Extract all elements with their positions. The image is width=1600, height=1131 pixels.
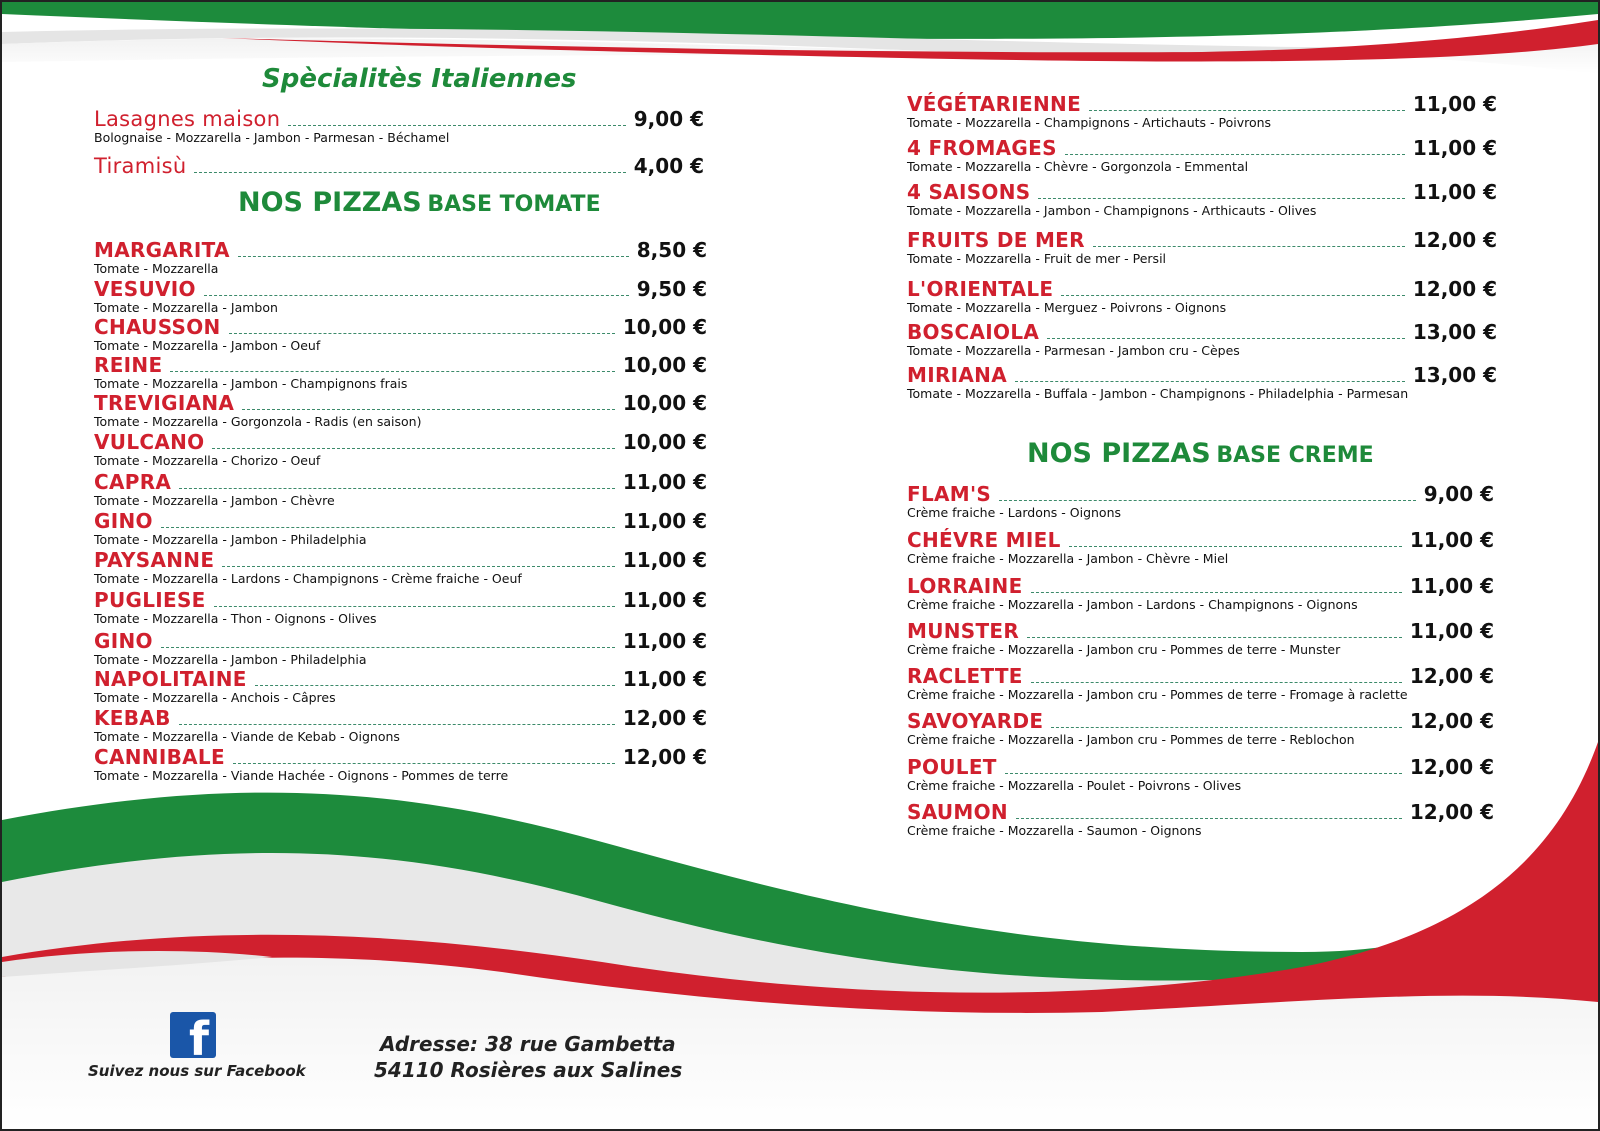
pizza-price: 11,00 € bbox=[622, 667, 707, 691]
menu-item bbox=[907, 574, 1494, 612]
pizza-price: 12,00 € bbox=[1412, 277, 1497, 301]
pizza-price: 11,00 € bbox=[622, 509, 707, 533]
address-line-1: Adresse: 38 rue Gambetta bbox=[380, 1032, 676, 1056]
pizza-name: NAPOLITAINE bbox=[94, 667, 247, 691]
dot-leader bbox=[242, 408, 615, 410]
menu-item bbox=[94, 588, 707, 626]
menu-item bbox=[907, 136, 1497, 174]
dot-leader bbox=[214, 605, 615, 607]
menu-item bbox=[907, 709, 1494, 747]
pizza-name: PUGLIESE bbox=[94, 588, 206, 612]
pizza-ingredients: Crème fraiche - Mozzarella - Poulet - Poivrons - Olives bbox=[907, 778, 1242, 793]
dot-leader bbox=[1089, 109, 1405, 111]
pizza-ingredients: Crème fraiche - Mozzarella - Jambon - Chèvre - Miel bbox=[907, 551, 1229, 566]
section-title-main: NOS PIZZAS bbox=[238, 187, 422, 218]
creme-section-title bbox=[1027, 438, 1374, 469]
item-description: Bolognaise - Mozzarella - Jambon - Parmesan - Béchamel bbox=[94, 130, 450, 145]
specialites-title: Spècialitès Italiennes bbox=[262, 64, 577, 94]
pizza-name: MUNSTER bbox=[907, 619, 1020, 643]
menu-item bbox=[907, 363, 1497, 401]
menu-item bbox=[94, 391, 707, 429]
dot-leader bbox=[179, 487, 615, 489]
pizza-name: POULET bbox=[907, 755, 997, 779]
pizza-name: GINO bbox=[94, 509, 153, 533]
dot-leader bbox=[170, 370, 614, 372]
pizza-price: 11,00 € bbox=[622, 470, 707, 494]
pizza-name: GINO bbox=[94, 629, 153, 653]
menu-item bbox=[907, 755, 1494, 793]
pizza-price: 9,00 € bbox=[1423, 482, 1494, 506]
pizza-name: VÉGÉTARIENNE bbox=[907, 92, 1082, 116]
dot-leader bbox=[229, 332, 615, 334]
menu-item bbox=[94, 548, 707, 586]
dot-leader bbox=[255, 684, 615, 686]
menu-item bbox=[94, 353, 707, 391]
dot-leader bbox=[1069, 545, 1402, 547]
pizza-price: 11,00 € bbox=[1412, 136, 1497, 160]
dot-leader bbox=[161, 646, 615, 648]
menu-item bbox=[907, 482, 1494, 520]
pizza-name: LORRAINE bbox=[907, 574, 1023, 598]
pizza-name: MIRIANA bbox=[907, 363, 1007, 387]
menu-item bbox=[94, 277, 707, 315]
facebook-icon[interactable]: f bbox=[170, 1012, 216, 1058]
section-title-main: NOS PIZZAS bbox=[1027, 438, 1211, 469]
pizza-ingredients: Tomate - Mozzarella - Champignons - Artichauts - Poivrons bbox=[907, 115, 1272, 130]
dot-leader bbox=[1031, 681, 1402, 683]
pizza-name: L'ORIENTALE bbox=[907, 277, 1054, 301]
pizza-name: VESUVIO bbox=[94, 277, 196, 301]
item-name: Tiramisù bbox=[94, 154, 187, 178]
item-price: 9,00 € bbox=[633, 107, 704, 131]
dot-leader bbox=[1065, 153, 1405, 155]
dot-leader bbox=[194, 171, 625, 173]
pizza-price: 11,00 € bbox=[1412, 180, 1497, 204]
menu-item bbox=[94, 315, 707, 353]
item-price: 4,00 € bbox=[633, 154, 704, 178]
pizza-name: FRUITS DE MER bbox=[907, 228, 1085, 252]
menu-item bbox=[94, 470, 707, 508]
pizza-name: CAPRA bbox=[94, 470, 172, 494]
dot-leader bbox=[1061, 294, 1404, 296]
dot-leader bbox=[161, 526, 615, 528]
pizza-name: CANNIBALE bbox=[94, 745, 225, 769]
menu-item bbox=[907, 180, 1497, 218]
pizza-price: 13,00 € bbox=[1412, 320, 1497, 344]
menu-item bbox=[94, 745, 707, 783]
dot-leader bbox=[1016, 817, 1402, 819]
pizza-price: 12,00 € bbox=[622, 745, 707, 769]
pizza-price: 11,00 € bbox=[1409, 619, 1494, 643]
pizza-ingredients: Crème fraiche - Mozzarella - Saumon - Oignons bbox=[907, 823, 1202, 838]
pizza-name: SAVOYARDE bbox=[907, 709, 1044, 733]
dot-leader bbox=[1027, 636, 1402, 638]
pizza-name: RACLETTE bbox=[907, 664, 1023, 688]
pizza-name: BOSCAIOLA bbox=[907, 320, 1040, 344]
pizza-name: REINE bbox=[94, 353, 163, 377]
dot-leader bbox=[288, 124, 625, 126]
pizza-ingredients: Tomate - Mozzarella - Lardons - Champignons - Crème fraiche - Oeuf bbox=[94, 571, 522, 586]
address-line-2: 54110 Rosières aux Salines bbox=[374, 1058, 683, 1082]
pizza-ingredients: Tomate - Mozzarella - Buffala - Jambon - Champignons - Philadelphia - Parmesan bbox=[907, 386, 1409, 401]
menu-item bbox=[94, 667, 707, 705]
pizza-name: 4 SAISONS bbox=[907, 180, 1031, 204]
pizza-ingredients: Tomate - Mozzarella - Thon - Oignons - Olives bbox=[94, 611, 377, 626]
pizza-price: 11,00 € bbox=[1409, 528, 1494, 552]
pizza-ingredients: Tomate - Mozzarella - Viande Hachée - Oignons - Pommes de terre bbox=[94, 768, 509, 783]
menu-item bbox=[94, 509, 707, 547]
menu-item bbox=[94, 629, 707, 667]
pizza-price: 10,00 € bbox=[622, 315, 707, 339]
pizza-ingredients: Tomate - Mozzarella - Viande de Kebab - Oignons bbox=[94, 729, 400, 744]
pizza-price: 13,00 € bbox=[1412, 363, 1497, 387]
pizza-price: 11,00 € bbox=[1412, 92, 1497, 116]
pizza-ingredients: Tomate - Mozzarella - Jambon - Champignons frais bbox=[94, 376, 408, 391]
pizza-name: CHAUSSON bbox=[94, 315, 221, 339]
pizza-name: SAUMON bbox=[907, 800, 1008, 824]
pizza-ingredients: Tomate - Mozzarella - Chèvre - Gorgonzola - Emmental bbox=[907, 159, 1249, 174]
pizza-price: 11,00 € bbox=[622, 629, 707, 653]
pizza-name: TREVIGIANA bbox=[94, 391, 235, 415]
pizza-ingredients: Tomate - Mozzarella - Jambon - Champignons - Arthicauts - Olives bbox=[907, 203, 1317, 218]
pizza-price: 12,00 € bbox=[1409, 800, 1494, 824]
dot-leader bbox=[238, 255, 629, 257]
item-name: Lasagnes maison bbox=[94, 107, 281, 131]
pizza-ingredients: Tomate - Mozzarella - Anchois - Câpres bbox=[94, 690, 336, 705]
dot-leader bbox=[1047, 337, 1405, 339]
menu-item bbox=[94, 238, 707, 276]
menu-item bbox=[907, 528, 1494, 566]
pizza-ingredients: Tomate - Mozzarella bbox=[94, 261, 219, 276]
pizza-name: MARGARITA bbox=[94, 238, 230, 262]
pizza-ingredients: Tomate - Mozzarella - Jambon - Chèvre bbox=[94, 493, 335, 508]
pizza-ingredients: Tomate - Mozzarella - Jambon - Philadelphia bbox=[94, 532, 367, 547]
pizza-price: 12,00 € bbox=[622, 706, 707, 730]
menu-item bbox=[907, 277, 1497, 315]
pizza-ingredients: Tomate - Mozzarella - Jambon - Oeuf bbox=[94, 338, 321, 353]
dot-leader bbox=[204, 294, 629, 296]
pizza-price: 10,00 € bbox=[622, 430, 707, 454]
pizza-price: 12,00 € bbox=[1412, 228, 1497, 252]
menu-item bbox=[907, 92, 1497, 130]
pizza-price: 10,00 € bbox=[622, 391, 707, 415]
dot-leader bbox=[999, 499, 1416, 501]
pizza-ingredients: Tomate - Mozzarella - Parmesan - Jambon cru - Cèpes bbox=[907, 343, 1240, 358]
menu-item bbox=[907, 619, 1494, 657]
pizza-price: 10,00 € bbox=[622, 353, 707, 377]
pizza-price: 11,00 € bbox=[622, 588, 707, 612]
pizza-price: 12,00 € bbox=[1409, 664, 1494, 688]
pizza-name: FLAM'S bbox=[907, 482, 992, 506]
menu-item bbox=[94, 706, 707, 744]
dot-leader bbox=[222, 565, 615, 567]
section-title-sub: BASE CREME bbox=[1216, 443, 1374, 468]
menu-item bbox=[94, 430, 707, 468]
pizza-ingredients: Crème fraiche - Lardons - Oignons bbox=[907, 505, 1122, 520]
menu-item bbox=[94, 154, 704, 178]
pizza-name: KEBAB bbox=[94, 706, 171, 730]
section-title-sub: BASE TOMATE bbox=[427, 192, 601, 217]
pizza-ingredients: Crème fraiche - Mozzarella - Jambon - Lardons - Champignons - Oignons bbox=[907, 597, 1358, 612]
facebook-follow-text[interactable]: Suivez nous sur Facebook bbox=[88, 1062, 306, 1080]
pizza-price: 11,00 € bbox=[1409, 574, 1494, 598]
pizza-price: 12,00 € bbox=[1409, 755, 1494, 779]
pizza-name: 4 FROMAGES bbox=[907, 136, 1057, 160]
dot-leader bbox=[179, 723, 615, 725]
dot-leader bbox=[212, 447, 614, 449]
dot-leader bbox=[1015, 380, 1405, 382]
menu-item bbox=[907, 664, 1494, 702]
menu-item bbox=[907, 320, 1497, 358]
pizza-price: 9,50 € bbox=[636, 277, 707, 301]
pizza-ingredients: Crème fraiche - Mozzarella - Jambon cru - Pommes de terre - Reblochon bbox=[907, 732, 1355, 747]
pizza-name: PAYSANNE bbox=[94, 548, 215, 572]
dot-leader bbox=[1038, 197, 1404, 199]
tomate-section-title bbox=[238, 187, 601, 218]
pizza-ingredients: Crème fraiche - Mozzarella - Jambon cru - Pommes de terre - Munster bbox=[907, 642, 1341, 657]
menu-item bbox=[907, 800, 1494, 838]
pizza-ingredients: Tomate - Mozzarella - Gorgonzola - Radis (en saison) bbox=[94, 414, 422, 429]
pizza-ingredients: Tomate - Mozzarella - Jambon - Philadelphia bbox=[94, 652, 367, 667]
dot-leader bbox=[233, 762, 615, 764]
dot-leader bbox=[1031, 591, 1402, 593]
pizza-ingredients: Tomate - Mozzarella - Merguez - Poivrons - Oignons bbox=[907, 300, 1227, 315]
menu-item bbox=[94, 107, 704, 145]
dot-leader bbox=[1051, 726, 1402, 728]
pizza-price: 8,50 € bbox=[636, 238, 707, 262]
dot-leader bbox=[1093, 245, 1405, 247]
pizza-ingredients: Tomate - Mozzarella - Fruit de mer - Persil bbox=[907, 251, 1167, 266]
pizza-price: 11,00 € bbox=[622, 548, 707, 572]
dot-leader bbox=[1005, 772, 1402, 774]
pizza-ingredients: Tomate - Mozzarella - Jambon bbox=[94, 300, 278, 315]
pizza-name: CHÉVRE MIEL bbox=[907, 528, 1061, 552]
pizza-name: VULCANO bbox=[94, 430, 205, 454]
pizza-ingredients: Tomate - Mozzarella - Chorizo - Oeuf bbox=[94, 453, 321, 468]
menu-item bbox=[907, 228, 1497, 266]
pizza-price: 12,00 € bbox=[1409, 709, 1494, 733]
pizza-ingredients: Crème fraiche - Mozzarella - Jambon cru - Pommes de terre - Fromage à raclette bbox=[907, 687, 1408, 702]
